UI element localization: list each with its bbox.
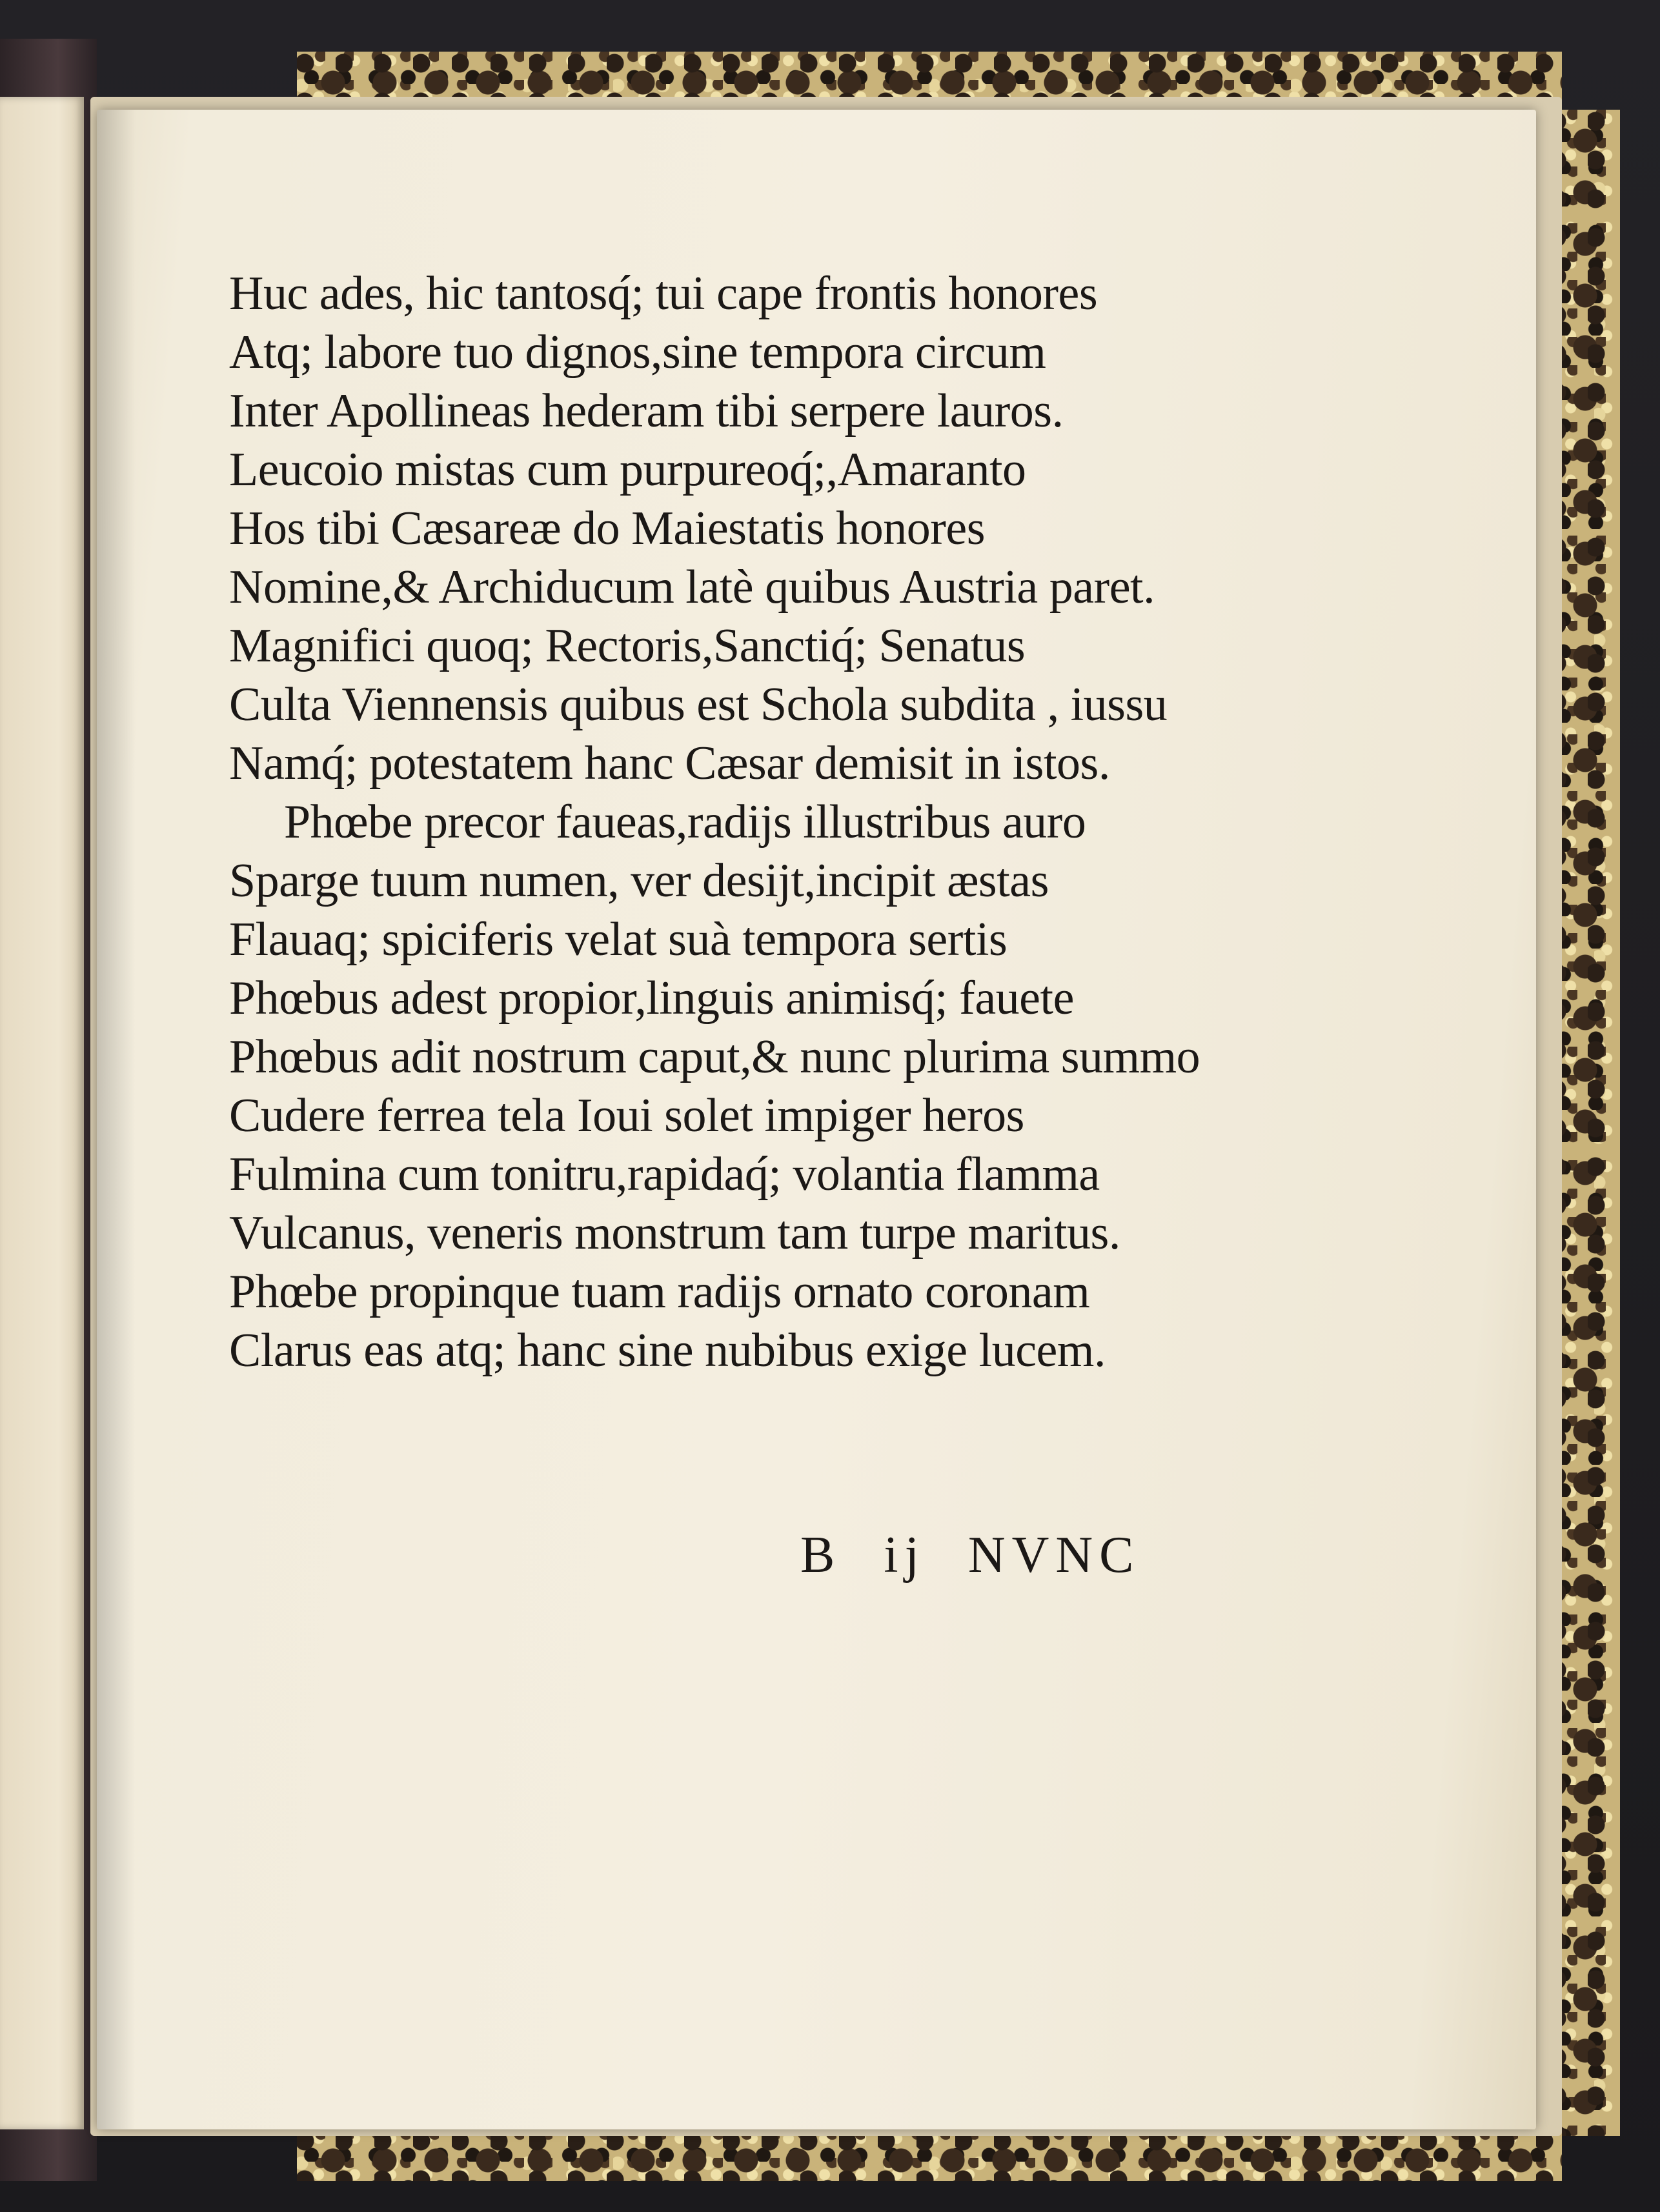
poem-line: Sparge tuum numen, ver desijt,incipit æstas: [229, 854, 1049, 907]
poem-line: Phœbus adest propior,linguis animisq́; fauete: [229, 972, 1074, 1025]
poem-line: Nomine,& Archiducum latè quibus Austria paret.: [229, 561, 1155, 614]
poem-line: Namq́; potestatem hanc Cæsar demisit in istos.: [229, 737, 1110, 790]
poem-line: Clarus eas atq; hanc sine nubibus exige lucem.: [229, 1324, 1106, 1377]
poem-line: Leucoio mistas cum purpureoq́;,Amaranto: [229, 443, 1026, 496]
poem-line: Flauaq; spiciferis velat suà tempora sertis: [229, 913, 1007, 966]
poem-line: Magnifici quoq; Rectoris,Sanctiq́; Senatus: [229, 619, 1026, 672]
poem-line: Huc ades, hic tantosq́; tui cape frontis honores: [229, 267, 1098, 320]
marbled-board-bottom: [297, 2129, 1562, 2181]
poem-line: Phœbe precor faueas,radijs illustribus auro: [284, 796, 1086, 849]
poem-line: Hos tibi Cæsareæ do Maiestatis honores: [229, 502, 986, 555]
poem-line: Phœbus adit nostrum caput,& nunc plurima summo: [229, 1031, 1200, 1083]
poem-line: Phœbe propinque tuam radijs ornato coronam: [229, 1265, 1090, 1318]
poem-line: Fulmina cum tonitru,rapidaq́; volantia flamma: [229, 1148, 1100, 1201]
poem-line: Vulcanus, veneris monstrum tam turpe maritus.: [229, 1207, 1120, 1260]
poem-line: Culta Viennensis quibus est Schola subdita , iussu: [229, 678, 1168, 731]
poem-line: Atq; labore tuo dignos,sine tempora circum: [229, 326, 1046, 379]
poem-line: Inter Apollineas hederam tibi serpere lauros.: [229, 385, 1064, 437]
poem-text: [229, 265, 1301, 1380]
poem-line: Cudere ferrea tela Ioui solet impiger heros: [229, 1089, 1024, 1142]
facing-page-edge: [0, 97, 84, 2129]
gutter-shadow: [97, 110, 136, 2129]
signature-catchword: B ij NVNC: [800, 1527, 1140, 1584]
